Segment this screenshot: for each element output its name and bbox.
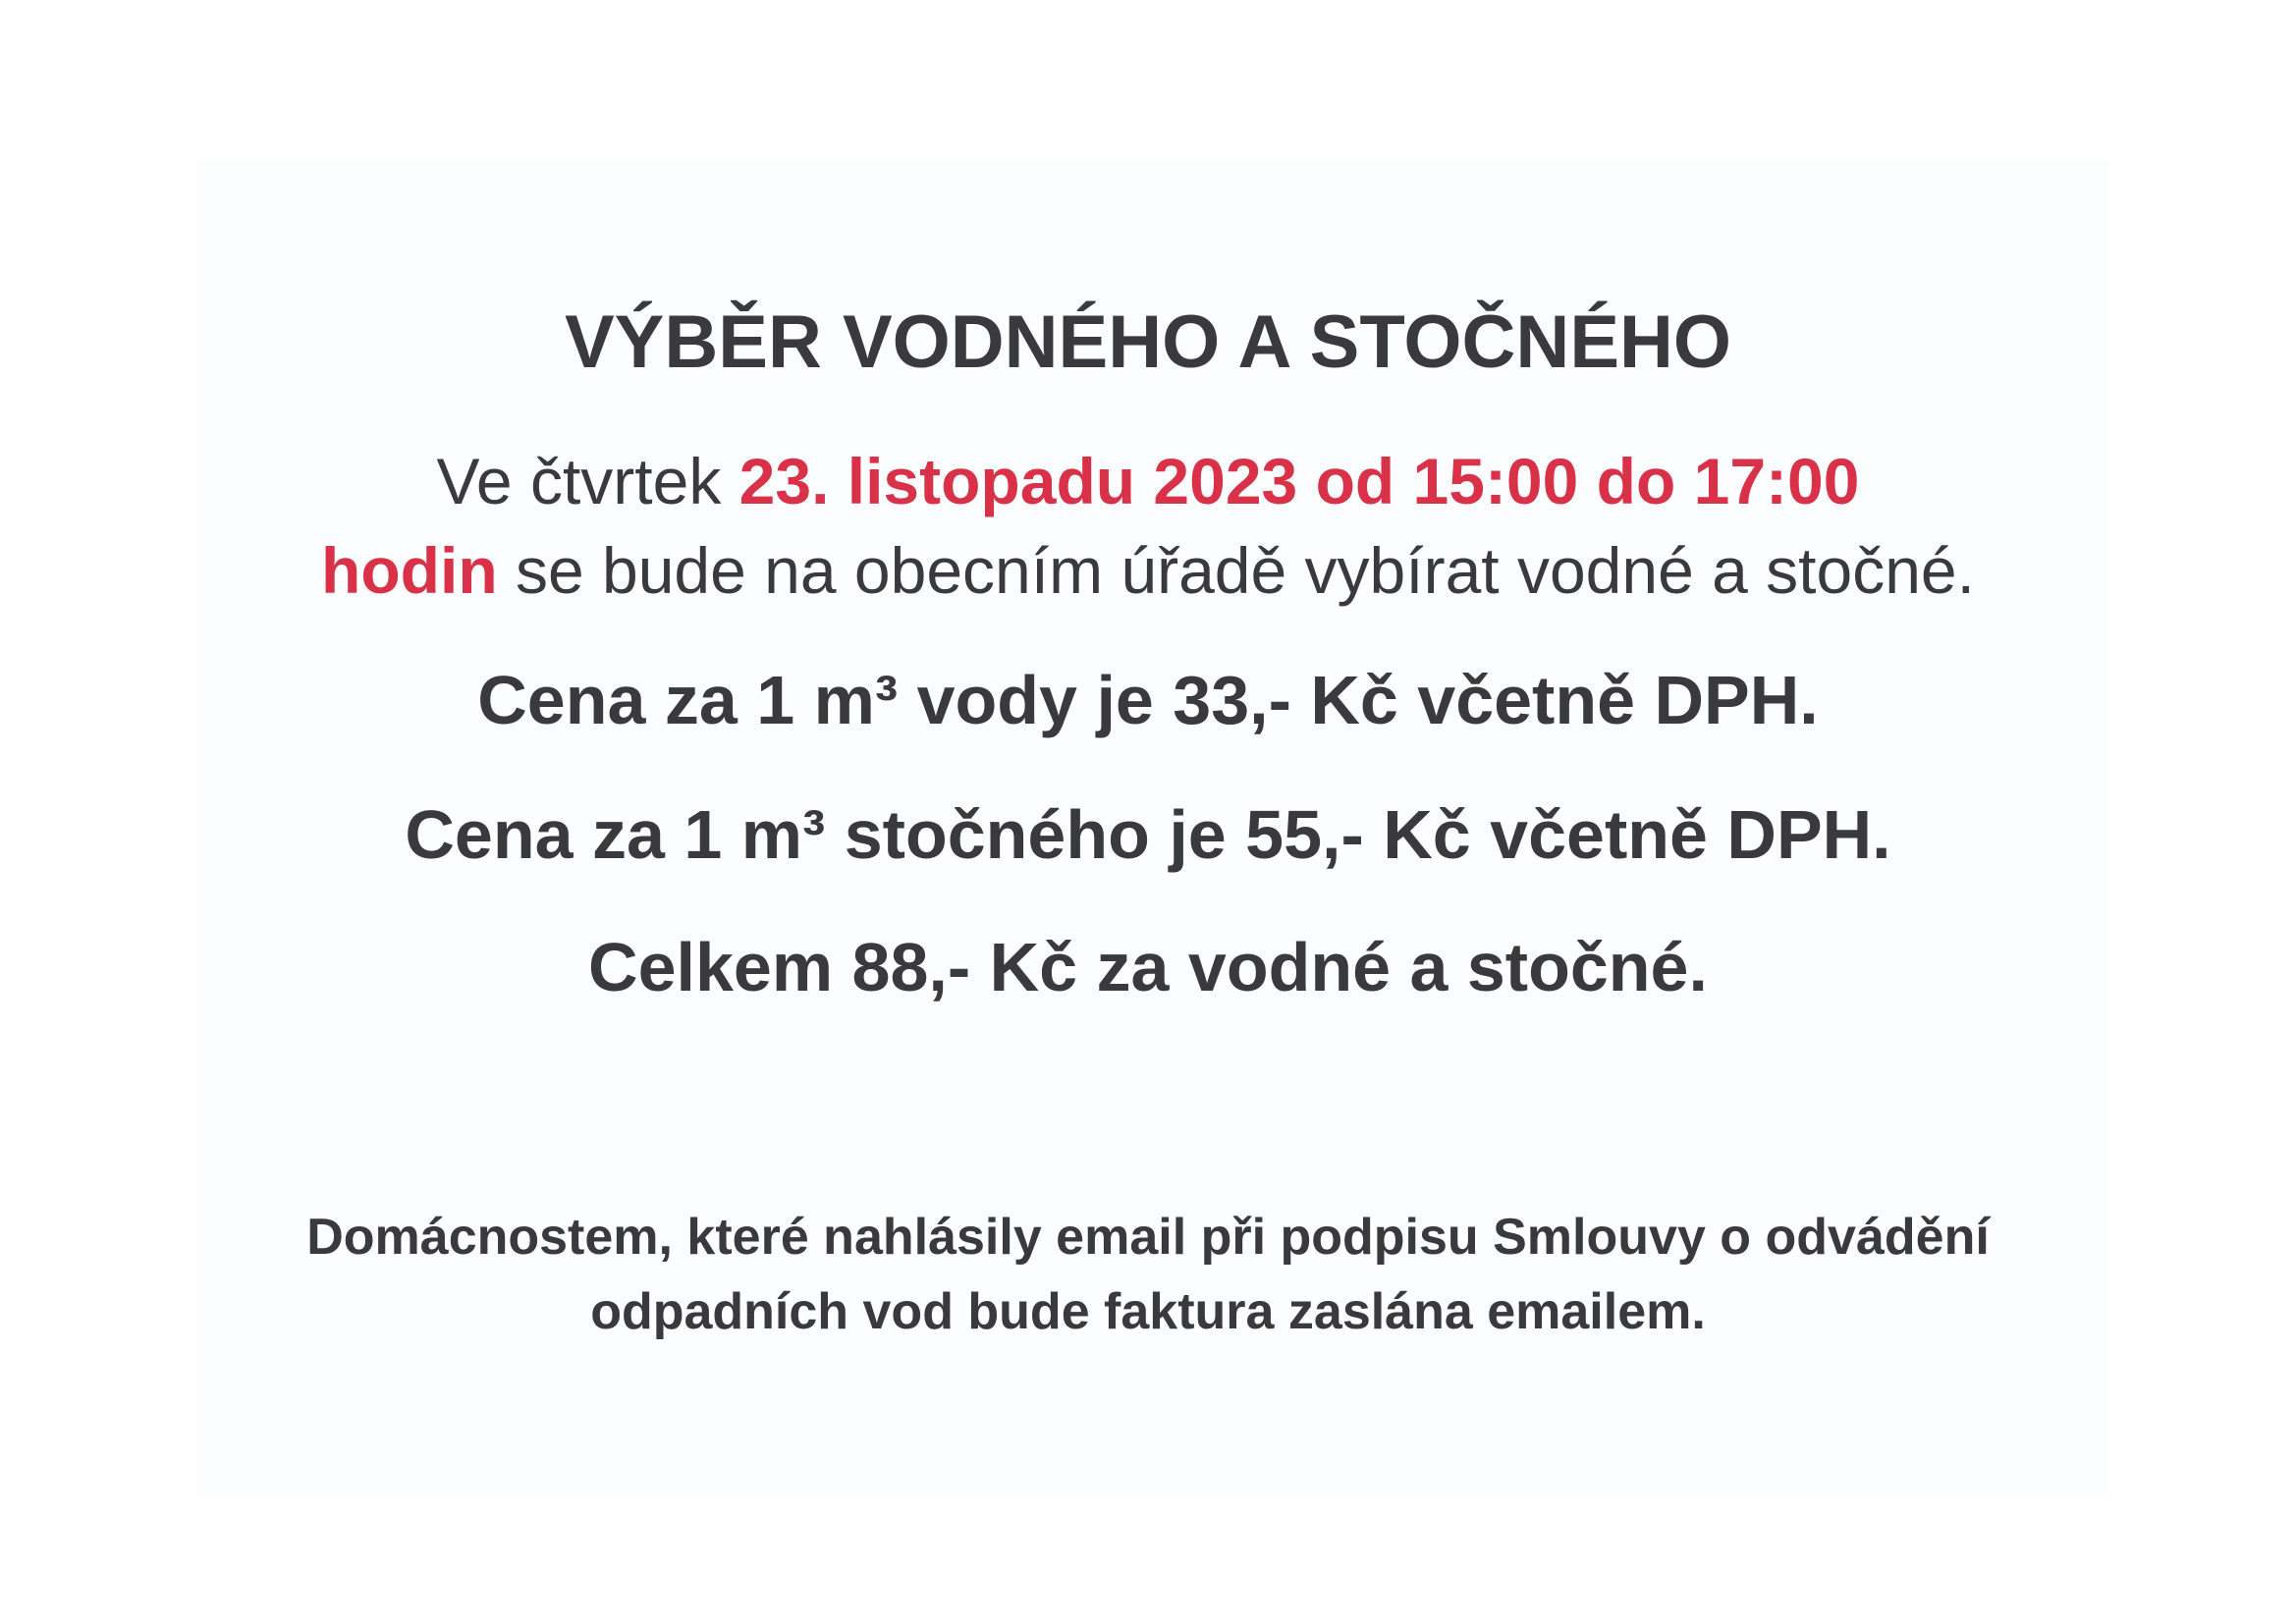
intro-line-2: [0, 533, 2296, 608]
price-water: Cena za 1 m³ vody je 33,- Kč včetně DPH.: [477, 662, 1819, 738]
intro-prefix: Ve čtvrtek: [436, 445, 739, 517]
price-total: Celkem 88,- Kč za vodné a stočné.: [588, 929, 1708, 1005]
invoice-note-line-1: Domácnostem, které nahlásily email při podpisu Smlouvy o odvádění: [306, 1209, 1990, 1266]
intro-suffix: se bude na obecním úřadě vybírat vodné a stočné.: [497, 534, 1975, 607]
intro-date-time: 23. listopadu 2023 od 15:00 do 17:00: [738, 445, 1860, 517]
price-sewage: Cena za 1 m³ stočného je 55,- Kč včetně DPH.: [405, 796, 1891, 873]
intro-line-1: [0, 444, 2296, 518]
notice-title: VÝBĚR VODNÉHO A STOČNÉHO: [564, 300, 1732, 384]
intro-hours-word: hodin: [321, 534, 498, 607]
invoice-note-line-2: odpadních vod bude faktura zaslána emailem.: [590, 1283, 1706, 1340]
